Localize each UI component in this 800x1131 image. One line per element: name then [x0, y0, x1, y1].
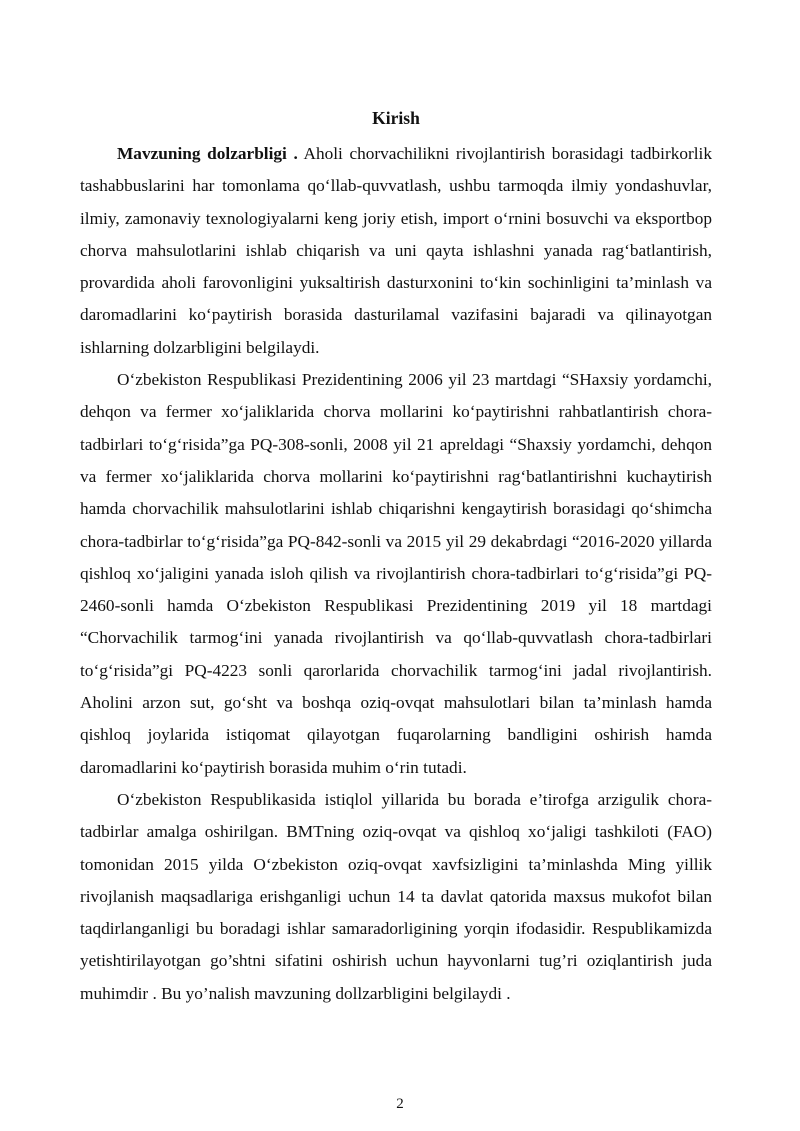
paragraph-decrees: [80, 364, 712, 784]
paragraph-text: Aholi chorvachilikni rivojlantirish borasidagi tadbirkorlik tashabbuslarini har tomonlama qo‘llab-quvvatlash, ushbu tarmoqda ilmiy yondashuvlar, ilmiy, zamonaviy texnologiyalarni keng joriy etish, import o‘rnini bosuvchi va eksportbop chorva mahsulotlarini ishlab chiqarish va uni qayta ishlashni yanada rag‘batlantirish, provardida aholi farovonligini yuksaltirish dasturxonini to‘kin sochinligini ta’minlash va daromadlarini ko‘paytirish borasida dasturilamal vazifasini bajaradi va qilinayotgan ishlarning dolzarbligini belgilaydi.: [80, 144, 712, 357]
paragraph-text: O‘zbekiston Respublikasida istiqlol yillarida bu borada e’tirofga arzigulik chora-tadbirlar amalga oshirilgan. BMTning oziq-ovqat va qishloq xo‘jaligi tashkiloti (FAO) tomonidan 2015 yilda O‘zbekiston oziq-ovqat xavfsizligini ta’minlashda Ming yillik rivojlanish maqsadlariga erishganligi uchun 14 ta davlat qatorida maxsus mukofot bilan taqdirlanganligi bu boradagi ishlar samaradorligining yorqin ifodasidir. Respublikamizda yetishtirilayotgan go’shtni sifatini oshirish uchun hayvonlarni tug’ri oziqlantirish juda muhimdir . Bu yo’nalish mavzuning dollzarbligini belgilaydi .: [80, 789, 712, 1003]
paragraph-lead: Mavzuning dolzarbligi .: [117, 144, 298, 163]
paragraph-achievements: [80, 784, 712, 1010]
page-number: 2: [396, 1096, 404, 1112]
section-heading: Kirish: [372, 108, 420, 128]
paragraph-relevance: [80, 138, 712, 364]
paragraph-text: O‘zbekiston Respublikasi Prezidentining 2006 yil 23 martdagi “SHaxsiy yordamchi, dehqon va fermer xo‘jaliklarida chorva mollarini ko‘paytirishni rahbatlantirish chora-tadbirlari to‘g‘risida”ga PQ-308-sonli, 2008 yil 21 apreldagi “Shaxsiy yordamchi, dehqon va fermer xo‘jaliklarida chorva mollarini ko‘paytirishni rag‘batlantirishni kuchaytirish hamda chorvachilik mahsulotlarini ishlab chiqarishni kengaytirish borasidagi qo‘shimcha chora-tadbirlar to‘g‘risida”ga PQ-842-sonli va 2015 yil 29 dekabrdagi “2016-2020 yillarda qishloq xo‘jaligini yanada isloh qilish va rivojlantirish chora-tadbirlari to‘g‘risida”gi PQ-2460-sonli hamda O‘zbekiston Respublikasi Prezidentining 2019 yil 18 martdagi “Chorvachilik tarmog‘ini yanada rivojlantirish va qo‘llab-quvvatlash chora-tadbirlari to‘g‘risida”gi PQ-4223 sonli qarorlarida chorvachilik tarmog‘ini jadal rivojlantirish. Aholini arzon sut, go‘sht va boshqa oziq-ovqat mahsulotlari bilan ta’minlash hamda qishloq joylarida istiqomat qilayotgan fuqarolarning bandligini oshirish hamda daromadlarini ko‘paytirish borasida muhim o‘rin tutadi.: [80, 370, 712, 777]
